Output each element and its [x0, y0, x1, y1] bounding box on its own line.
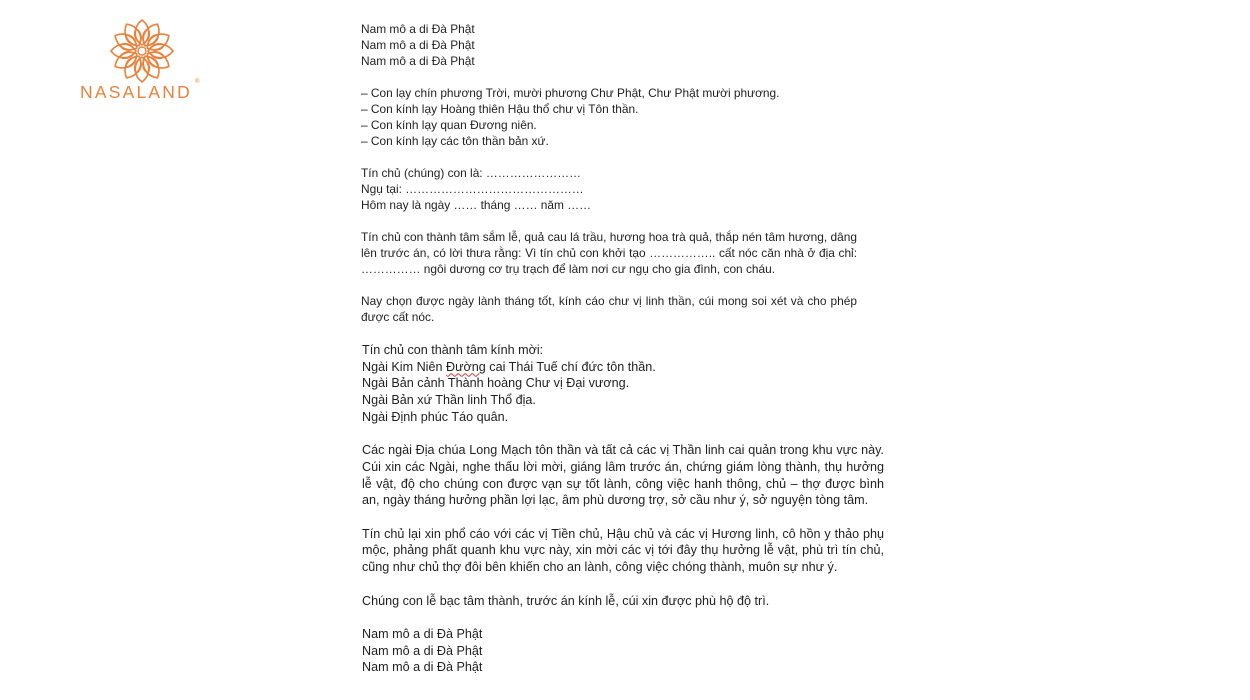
opening-line: Nam mô a di Đà Phật [361, 54, 475, 68]
opening-line: Nam mô a di Đà Phật [361, 22, 475, 36]
invite-intro: Tín chủ con thành tâm kính mời: [362, 343, 544, 357]
info-line: Hôm nay là ngày …… tháng …… năm …… [361, 198, 591, 212]
paragraph-deities: Các ngài Địa chúa Long Mạch tôn thần và tất cả các vị Thần linh cai quản trong khu vực này. Cúi xin các Ngài, nghe thấu lời mời, giáng lâm trước án, chứng giám lòng thành, thụ hưởng lễ vật, độ cho chúng con được vạn sự tốt lành, công việc hanh thông, chủ – thợ được bình an, ngày tháng hưởng phần lợi lạc, âm phù dương trợ, sở cầu như ý, sở nguyện tòng tâm. [362, 443, 884, 508]
closing-line: Nam mô a di Đà Phật [362, 626, 483, 641]
invite-line-3: Ngài Bản xứ Thần linh Thổ địa. [362, 393, 536, 408]
registered-mark: ® [195, 79, 200, 85]
lotus-emblem-icon [109, 18, 175, 84]
closing-line: Nam mô a di Đà Phật [362, 660, 483, 675]
invite-line-1-pre: Ngài Kim Niên [362, 359, 446, 374]
paragraph-closing: Chúng con lễ bạc tâm thành, trước án kính lễ, cúi xin được phù hộ độ trì. [362, 593, 770, 608]
spellcheck-flagged-word[interactable]: Đường [446, 359, 486, 374]
invite-line-1-post: cai Thái Tuế chí đức tôn thần. [485, 359, 656, 374]
closing-line: Nam mô a di Đà Phật [362, 643, 483, 658]
paragraph-spirits: Tín chủ lại xin phổ cáo với các vị Tiền chủ, Hậu chủ và các vị Hương linh, cô hồn y thảo phụ mộc, phảng phất quanh khu vực này, xin mời các vị tới đây thụ hưởng lễ vật, phù trì tín chủ, cũng như chủ thợ đôi bên khiến cho an lành, công việc chóng thành, muôn sự như ý. [362, 526, 884, 575]
salutation-line: – Con kính lạy quan Đương niên. [361, 118, 537, 132]
prayer-document-top [361, 21, 857, 325]
nasaland-logo[interactable] [78, 18, 206, 102]
invite-line-2: Ngài Bản cảnh Thành hoàng Chư vị Đại vương. [362, 376, 630, 391]
invite-line-4: Ngài Định phúc Táo quân. [362, 409, 509, 424]
paragraph-offering: Tín chủ con thành tâm sắm lễ, quả cau lá trầu, hương hoa trà quả, thắp nén tâm hương, dâng lên trước án, có lời thưa rằng: Vì tín chủ con khởi tạo …………….. cất nóc căn nhà ở địa chỉ: …………… ngôi dương cơ trụ trạch để làm nơi cư ngụ cho gia đình, con cháu. [361, 230, 857, 276]
info-line: Tín chủ (chúng) con là: …………………… [361, 166, 582, 180]
prayer-document-bottom [362, 342, 884, 676]
info-line: Ngụ tại: ……………………………………… [361, 182, 584, 196]
opening-line: Nam mô a di Đà Phật [361, 38, 475, 52]
salutation-line: – Con kính lạy các tôn thần bản xứ. [361, 134, 549, 148]
brand-name: NASALAND [80, 82, 192, 102]
paragraph-request: Nay chọn được ngày lành tháng tốt, kính cáo chư vị linh thần, cúi mong soi xét và cho phép được cất nóc. [361, 294, 857, 324]
salutation-line: – Con kính lạy Hoàng thiên Hậu thổ chư vị Tôn thần. [361, 102, 639, 116]
salutation-line: – Con lạy chín phương Trời, mười phương Chư Phật, Chư Phật mười phương. [361, 86, 780, 100]
invite-line-1 [362, 359, 884, 376]
